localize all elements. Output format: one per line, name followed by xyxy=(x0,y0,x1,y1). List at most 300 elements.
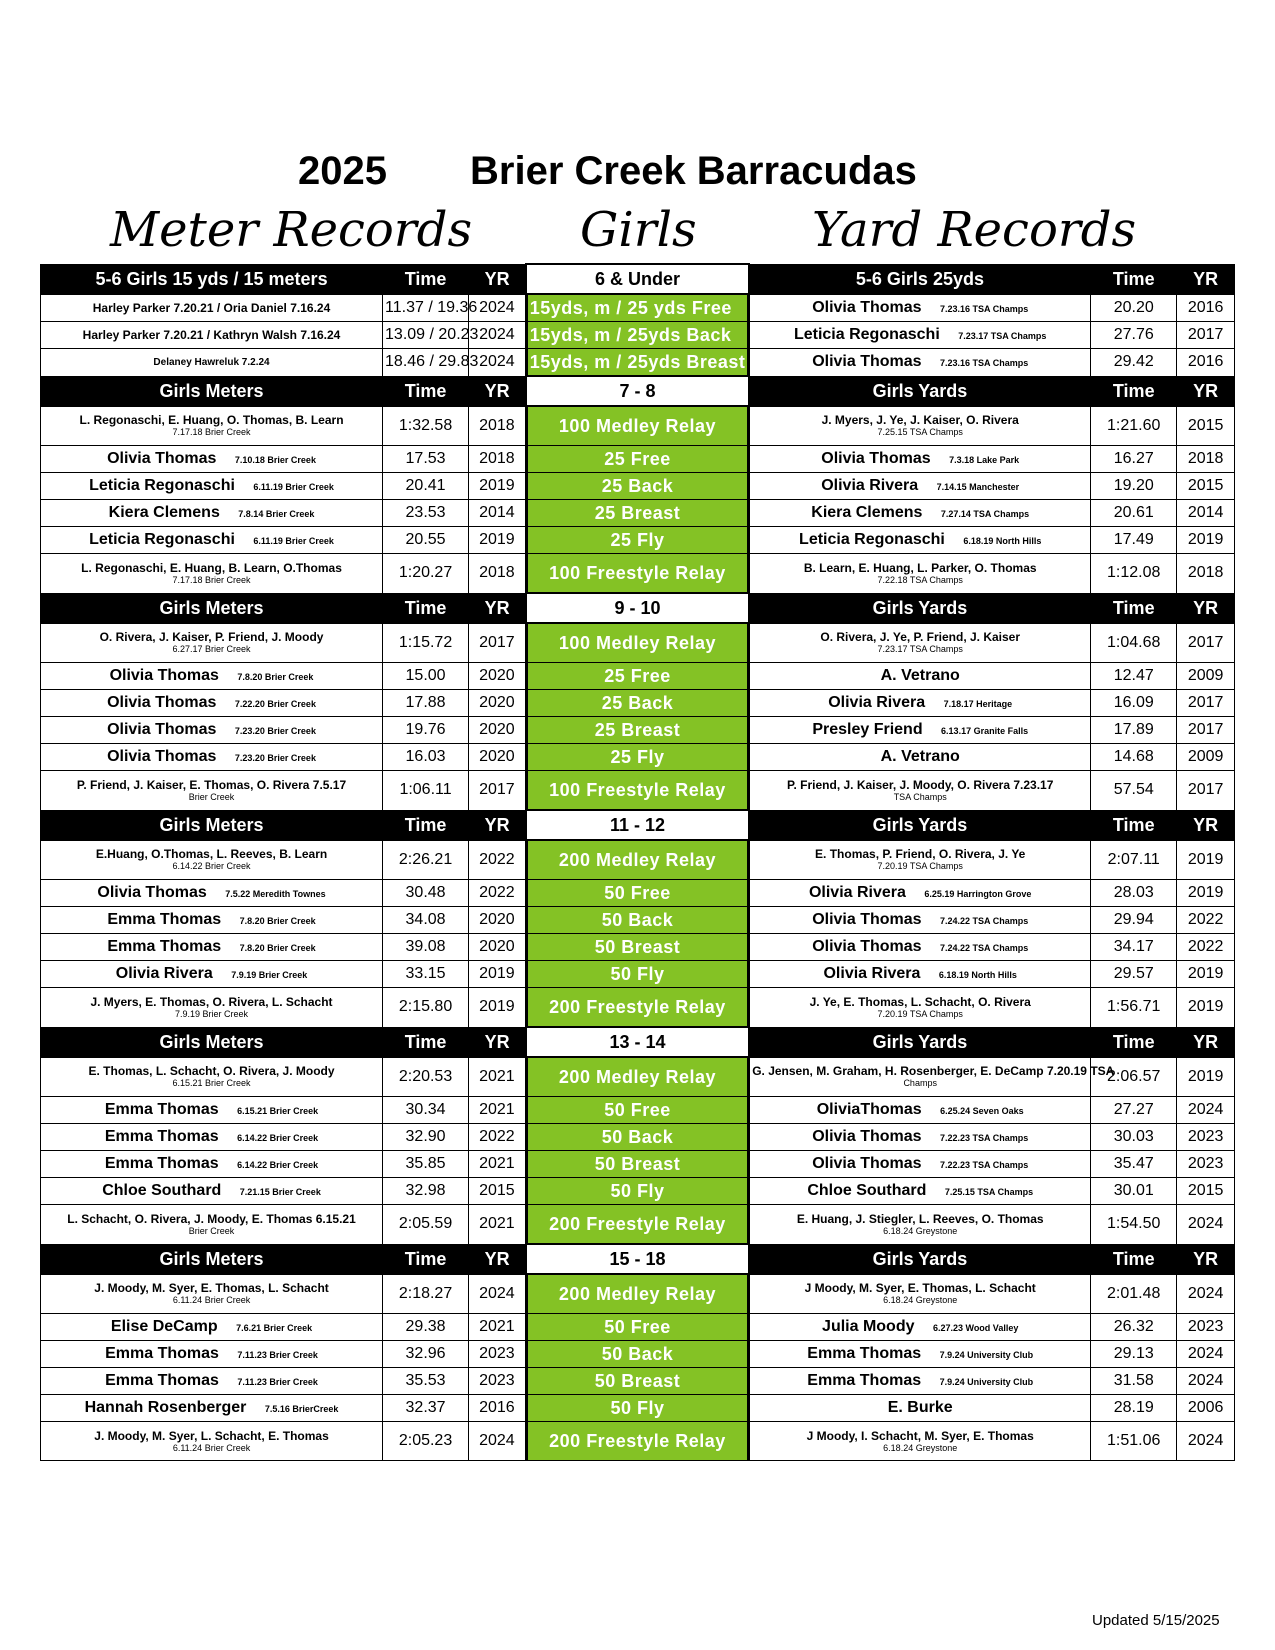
yard-swimmer-name: Olivia Thomas xyxy=(812,938,922,955)
meter-year: 2020 xyxy=(469,663,527,690)
meter-time: 1:06.11 xyxy=(383,771,469,811)
meter-time: 1:32.58 xyxy=(383,406,469,446)
meter-header-label: Girls Meters xyxy=(41,593,383,623)
event-name: 50 Fly xyxy=(526,1395,748,1422)
meter-year: 2021 xyxy=(469,1151,527,1178)
yard-yr-header: YR xyxy=(1177,264,1235,294)
meter-meet-info: 7.23.20 Brier Creek xyxy=(234,726,316,736)
event-name: 50 Free xyxy=(526,880,748,907)
yard-meet-info: 6.25.24 Seven Oaks xyxy=(940,1106,1024,1116)
yard-time: 20.20 xyxy=(1091,294,1177,322)
yard-swimmer-cell xyxy=(749,744,1091,771)
record-row xyxy=(41,1368,1235,1395)
yard-swimmer-name: Olivia Thomas xyxy=(812,1155,922,1172)
meter-swimmer-cell xyxy=(41,1097,383,1124)
record-row xyxy=(41,1151,1235,1178)
event-name: 50 Breast xyxy=(526,1151,748,1178)
meter-yr-header: YR xyxy=(469,593,527,623)
meter-meet-info: 7.8.20 Brier Creek xyxy=(237,672,314,682)
yard-swimmer-name: E. Thomas, P. Friend, O. Rivera, J. Ye xyxy=(815,847,1026,862)
meter-time-header: Time xyxy=(383,810,469,840)
yard-swimmer-cell xyxy=(749,322,1091,349)
meter-time: 32.37 xyxy=(383,1395,469,1422)
meter-year: 2024 xyxy=(469,1274,527,1314)
meter-meet-info: 7.11.23 Brier Creek xyxy=(237,1377,318,1387)
meter-year: 2018 xyxy=(469,446,527,473)
record-row xyxy=(41,744,1235,771)
meter-header-label: Girls Meters xyxy=(41,376,383,406)
event-name: 100 Freestyle Relay xyxy=(526,554,748,594)
event-name: 50 Breast xyxy=(526,1368,748,1395)
meter-meet-info: 7.17.18 Brier Creek xyxy=(172,427,251,438)
meter-swimmer-cell xyxy=(41,934,383,961)
yard-swimmer-name: Olivia Thomas xyxy=(821,450,931,467)
meter-swimmer-name: Emma Thomas xyxy=(105,1372,219,1389)
record-row xyxy=(41,1314,1235,1341)
meter-swimmer-cell xyxy=(41,1124,383,1151)
meter-swimmer-name: Emma Thomas xyxy=(105,1345,219,1362)
meter-swimmer-name: Emma Thomas xyxy=(104,1155,219,1172)
yard-swimmer-cell xyxy=(749,1151,1091,1178)
record-row xyxy=(41,1205,1235,1245)
meter-swimmer-name: L. Regonaschi, E. Huang, B. Learn, O.Thomas xyxy=(81,560,342,575)
yard-header-label: Girls Yards xyxy=(749,1244,1091,1274)
meter-swimmer-cell xyxy=(41,840,383,880)
yard-swimmer-name: J. Ye, E. Thomas, L. Schacht, O. Rivera xyxy=(809,994,1031,1009)
yard-swimmer-name: OliviaThomas xyxy=(816,1101,922,1118)
meter-swimmer-cell xyxy=(41,473,383,500)
event-name: 25 Back xyxy=(526,690,748,717)
yard-time: 2:07.11 xyxy=(1091,840,1177,880)
yard-year: 2017 xyxy=(1177,322,1235,349)
yard-swimmer-cell xyxy=(749,1314,1091,1341)
yard-time: 27.76 xyxy=(1091,322,1177,349)
yard-swimmer-cell xyxy=(749,554,1091,594)
meter-swimmer-name: Olivia Thomas xyxy=(107,450,217,467)
event-name: 50 Fly xyxy=(526,1178,748,1205)
meter-yr-header: YR xyxy=(469,376,527,406)
yard-swimmer-name: Olivia Rivera xyxy=(828,694,926,711)
yard-meet-info: 7.22.18 TSA Champs xyxy=(877,574,963,585)
yard-year: 2023 xyxy=(1177,1151,1235,1178)
event-name: 15yds, m / 25 yds Free xyxy=(526,294,748,322)
age-group-header xyxy=(41,376,1235,406)
yard-meet-info: 6.13.17 Granite Falls xyxy=(941,726,1029,736)
event-name: 200 Medley Relay xyxy=(526,840,748,880)
yard-swimmer-cell xyxy=(749,349,1091,377)
yard-meet-info: 6.18.24 Greystone xyxy=(883,1225,958,1236)
meter-swimmer-cell xyxy=(41,446,383,473)
yard-swimmer-name: Leticia Regonaschi xyxy=(799,531,945,548)
meter-swimmer-name: Olivia Thomas xyxy=(107,694,217,711)
yard-swimmer-cell xyxy=(749,406,1091,446)
yard-swimmer-name: A. Vetrano xyxy=(880,667,960,684)
meter-records-heading: Meter Records xyxy=(110,202,473,258)
meter-swimmer-cell xyxy=(41,1422,383,1461)
yard-time-header: Time xyxy=(1091,810,1177,840)
yard-time: 17.89 xyxy=(1091,717,1177,744)
meter-swimmer-cell xyxy=(41,1395,383,1422)
yard-meet-info: 7.27.14 TSA Champs xyxy=(940,509,1030,519)
meter-swimmer-cell xyxy=(41,1341,383,1368)
yard-time-header: Time xyxy=(1091,1244,1177,1274)
yard-meet-info: 7.22.23 TSA Champs xyxy=(940,1160,1029,1170)
meter-meet-info: 6.15.21 Brier Creek xyxy=(237,1106,319,1116)
yard-meet-info: 6.25.19 Harrington Grove xyxy=(924,889,1032,899)
meter-swimmer-name: Olivia Thomas xyxy=(97,884,207,901)
yard-records-heading: Yard Records xyxy=(812,202,1137,258)
yard-year: 2015 xyxy=(1177,1178,1235,1205)
meter-time-header: Time xyxy=(383,1027,469,1057)
meter-swimmer-name: Hannah Rosenberger xyxy=(84,1399,247,1416)
yard-year: 2019 xyxy=(1177,840,1235,880)
record-row xyxy=(41,663,1235,690)
meter-swimmer-cell xyxy=(41,1057,383,1097)
meter-meet-info: 7.9.19 Brier Creek xyxy=(174,1008,249,1019)
meter-swimmer-cell xyxy=(41,1178,383,1205)
meter-year: 2024 xyxy=(469,322,527,349)
meter-time-header: Time xyxy=(383,593,469,623)
meter-time: 2:26.21 xyxy=(383,840,469,880)
yard-meet-info: 6.18.19 North Hills xyxy=(938,970,1017,980)
yard-time: 14.68 xyxy=(1091,744,1177,771)
meter-year: 2016 xyxy=(469,1395,527,1422)
meter-year: 2023 xyxy=(469,1341,527,1368)
meter-time: 32.98 xyxy=(383,1178,469,1205)
meter-meet-info: Brier Creek xyxy=(188,791,235,802)
yard-swimmer-cell xyxy=(749,717,1091,744)
yard-swimmer-name: J. Myers, J. Ye, J. Kaiser, O. Rivera xyxy=(821,413,1019,428)
meter-time: 13.09 / 20.23 xyxy=(383,322,469,349)
meter-meet-info: 7.17.18 Brier Creek xyxy=(172,574,251,585)
yard-meet-info: 7.22.23 TSA Champs xyxy=(940,1133,1029,1143)
meter-swimmer-name: Leticia Regonaschi xyxy=(89,531,235,548)
yard-swimmer-name: G. Jensen, M. Graham, H. Rosenberger, E. DeCamp 7.20.19 TSA xyxy=(752,1064,1115,1079)
meter-swimmer-name: Olivia Thomas xyxy=(107,748,217,765)
event-name: 25 Breast xyxy=(526,500,748,527)
age-group-label: 13 - 14 xyxy=(526,1027,748,1057)
meter-time: 2:05.23 xyxy=(383,1422,469,1461)
meter-year: 2019 xyxy=(469,527,527,554)
record-row xyxy=(41,1422,1235,1461)
yard-year: 2015 xyxy=(1177,406,1235,446)
record-row xyxy=(41,1395,1235,1422)
meter-swimmer-cell xyxy=(41,663,383,690)
meter-swimmer-name: Leticia Regonaschi xyxy=(89,477,235,494)
yard-year: 2016 xyxy=(1177,349,1235,377)
event-name: 200 Freestyle Relay xyxy=(526,1205,748,1245)
meter-year: 2024 xyxy=(469,349,527,377)
meter-year: 2019 xyxy=(469,961,527,988)
yard-swimmer-name: Olivia Thomas xyxy=(812,353,922,371)
yard-meet-info: 7.20.19 TSA Champs xyxy=(877,1008,963,1019)
meter-swimmer-cell xyxy=(41,988,383,1028)
meter-swimmer-cell xyxy=(41,1314,383,1341)
event-name: 50 Breast xyxy=(526,934,748,961)
yard-year: 2017 xyxy=(1177,623,1235,663)
event-name: 50 Back xyxy=(526,1124,748,1151)
event-name: 15yds, m / 25yds Back xyxy=(526,322,748,349)
event-name: 50 Free xyxy=(526,1314,748,1341)
meter-time: 39.08 xyxy=(383,934,469,961)
meter-year: 2023 xyxy=(469,1368,527,1395)
meter-swimmer-name: P. Friend, J. Kaiser, E. Thomas, O. Rivera 7.5.17 xyxy=(76,777,347,792)
yard-swimmer-cell xyxy=(749,473,1091,500)
record-row xyxy=(41,840,1235,880)
age-group-label: 11 - 12 xyxy=(526,810,748,840)
meter-meet-info: 7.21.15 Brier Creek xyxy=(239,1187,321,1197)
yard-year: 2017 xyxy=(1177,717,1235,744)
meter-swimmer-name: E. Thomas, L. Schacht, O. Rivera, J. Moody xyxy=(88,1064,335,1079)
yard-swimmer-name: Julia Moody xyxy=(822,1318,915,1335)
meter-swimmer-name: Emma Thomas xyxy=(104,1128,219,1145)
yard-swimmer-cell xyxy=(749,1341,1091,1368)
meter-time: 17.53 xyxy=(383,446,469,473)
yard-year: 2024 xyxy=(1177,1097,1235,1124)
yard-swimmer-cell xyxy=(749,663,1091,690)
meter-swimmer-name: O. Rivera, J. Kaiser, P. Friend, J. Moody xyxy=(99,630,324,645)
meter-swimmer-cell xyxy=(41,1151,383,1178)
yard-meet-info: 7.25.15 TSA Champs xyxy=(944,1187,1034,1197)
meter-swimmer-name: J. Myers, E. Thomas, O. Rivera, L. Schacht xyxy=(90,994,333,1009)
meter-time: 32.90 xyxy=(383,1124,469,1151)
meter-swimmer-cell xyxy=(41,554,383,594)
meter-swimmer-name: Harley Parker 7.20.21 / Kathryn Walsh 7.16.24 xyxy=(82,328,341,342)
yard-time: 1:21.60 xyxy=(1091,406,1177,446)
meter-time: 30.34 xyxy=(383,1097,469,1124)
yard-meet-info: 6.18.19 North Hills xyxy=(963,536,1042,546)
event-name: 25 Breast xyxy=(526,717,748,744)
meter-time: 32.96 xyxy=(383,1341,469,1368)
meter-year: 2022 xyxy=(469,880,527,907)
meter-swimmer-cell xyxy=(41,690,383,717)
yard-meet-info: 7.23.17 TSA Champs xyxy=(958,331,1047,341)
meter-time: 20.55 xyxy=(383,527,469,554)
meter-year: 2014 xyxy=(469,500,527,527)
yard-year: 2022 xyxy=(1177,907,1235,934)
yard-meet-info: 7.3.18 Lake Park xyxy=(949,455,1020,465)
meter-meet-info: 7.23.20 Brier Creek xyxy=(234,753,316,763)
meter-meet-info: 6.27.17 Brier Creek xyxy=(172,644,251,655)
meter-time: 1:15.72 xyxy=(383,623,469,663)
yard-time: 27.27 xyxy=(1091,1097,1177,1124)
record-row xyxy=(41,1057,1235,1097)
meter-year: 2021 xyxy=(469,1314,527,1341)
yard-swimmer-name: Emma Thomas xyxy=(807,1372,922,1389)
event-name: 200 Medley Relay xyxy=(526,1057,748,1097)
meter-time: 2:15.80 xyxy=(383,988,469,1028)
yard-swimmer-cell xyxy=(749,988,1091,1028)
meter-time: 2:05.59 xyxy=(383,1205,469,1245)
yard-time: 29.57 xyxy=(1091,961,1177,988)
yard-meet-info: 7.18.17 Heritage xyxy=(943,699,1013,709)
yard-year: 2024 xyxy=(1177,1368,1235,1395)
meter-year: 2015 xyxy=(469,1178,527,1205)
yard-swimmer-name: Olivia Thomas xyxy=(812,1128,922,1145)
meter-meet-info: 7.5.22 Meredith Townes xyxy=(225,889,326,899)
record-row xyxy=(41,322,1235,349)
yard-meet-info: TSA Champs xyxy=(893,791,947,802)
age-group-header xyxy=(41,1244,1235,1274)
meter-meet-info: 7.8.20 Brier Creek xyxy=(239,943,316,953)
yard-year: 2016 xyxy=(1177,294,1235,322)
yard-time: 35.47 xyxy=(1091,1151,1177,1178)
yard-time: 28.19 xyxy=(1091,1395,1177,1422)
meter-swimmer-name: Chloe Southard xyxy=(102,1182,222,1199)
meter-year: 2017 xyxy=(469,771,527,811)
meter-year: 2024 xyxy=(469,294,527,322)
record-row xyxy=(41,1178,1235,1205)
yard-year: 2024 xyxy=(1177,1274,1235,1314)
record-row xyxy=(41,1097,1235,1124)
yard-year: 2014 xyxy=(1177,500,1235,527)
yard-year: 2018 xyxy=(1177,554,1235,594)
record-row xyxy=(41,907,1235,934)
yard-swimmer-name: Olivia Rivera xyxy=(808,884,906,901)
yard-year: 2024 xyxy=(1177,1341,1235,1368)
event-name: 15yds, m / 25yds Breast xyxy=(526,349,748,377)
meter-time: 17.88 xyxy=(383,690,469,717)
yard-time: 1:56.71 xyxy=(1091,988,1177,1028)
meter-year: 2020 xyxy=(469,907,527,934)
yard-swimmer-name: Emma Thomas xyxy=(807,1345,922,1362)
meter-meet-info: 7.6.21 Brier Creek xyxy=(236,1323,313,1333)
meter-swimmer-cell xyxy=(41,1274,383,1314)
yard-header-label: Girls Yards xyxy=(749,810,1091,840)
yard-yr-header: YR xyxy=(1177,593,1235,623)
meter-yr-header: YR xyxy=(469,810,527,840)
yard-meet-info: 6.18.24 Greystone xyxy=(883,1442,958,1453)
yard-header-label: Girls Yards xyxy=(749,1027,1091,1057)
event-name: 25 Free xyxy=(526,663,748,690)
yard-swimmer-name: A. Vetrano xyxy=(880,748,960,765)
yard-time: 1:51.06 xyxy=(1091,1422,1177,1461)
meter-time: 11.37 / 19.36 xyxy=(383,294,469,322)
meter-meet-info: 7.9.19 Brier Creek xyxy=(231,970,308,980)
yard-swimmer-name: P. Friend, J. Kaiser, J. Moody, O. Rivera 7.23.17 xyxy=(787,777,1054,792)
yard-time: 29.13 xyxy=(1091,1341,1177,1368)
meter-time-header: Time xyxy=(383,376,469,406)
meter-swimmer-name: Kiera Clemens xyxy=(108,504,220,521)
yard-swimmer-name: Olivia Thomas xyxy=(812,911,922,928)
yard-time: 1:12.08 xyxy=(1091,554,1177,594)
yard-swimmer-name: Chloe Southard xyxy=(807,1182,927,1199)
meter-meet-info: 6.11.19 Brier Creek xyxy=(253,536,334,546)
yard-meet-info: 6.18.24 Greystone xyxy=(883,1295,958,1306)
record-row xyxy=(41,1124,1235,1151)
event-name: 100 Medley Relay xyxy=(526,406,748,446)
meter-header-label: Girls Meters xyxy=(41,1244,383,1274)
meter-year: 2021 xyxy=(469,1097,527,1124)
meter-swimmer-cell xyxy=(41,1205,383,1245)
meter-yr-header: YR xyxy=(469,264,527,294)
yard-time: 1:54.50 xyxy=(1091,1205,1177,1245)
event-name: 50 Back xyxy=(526,1341,748,1368)
yard-time: 19.20 xyxy=(1091,473,1177,500)
meter-swimmer-cell xyxy=(41,349,383,377)
yard-time: 57.54 xyxy=(1091,771,1177,811)
yard-meet-info: 6.27.23 Wood Valley xyxy=(932,1323,1019,1333)
yard-swimmer-name: O. Rivera, J. Ye, P. Friend, J. Kaiser xyxy=(820,630,1021,645)
record-row xyxy=(41,934,1235,961)
meter-header-label: 5-6 Girls 15 yds / 15 meters xyxy=(41,264,383,294)
meter-swimmer-cell xyxy=(41,527,383,554)
records-body xyxy=(41,264,1235,1461)
record-row xyxy=(41,294,1235,322)
yard-swimmer-name: E. Huang, J. Stiegler, L. Reeves, O. Thomas xyxy=(796,1211,1044,1226)
yard-year: 2023 xyxy=(1177,1124,1235,1151)
meter-swimmer-cell xyxy=(41,907,383,934)
event-name: 50 Free xyxy=(526,1097,748,1124)
meter-time: 33.15 xyxy=(383,961,469,988)
yard-swimmer-cell xyxy=(749,1395,1091,1422)
meter-meet-info: 6.11.24 Brier Creek xyxy=(172,1295,251,1306)
meter-swimmer-cell xyxy=(41,322,383,349)
yard-swimmer-cell xyxy=(749,961,1091,988)
yard-time: 20.61 xyxy=(1091,500,1177,527)
page-title xyxy=(0,146,1275,196)
meter-swimmer-cell xyxy=(41,1368,383,1395)
records-table xyxy=(40,263,1235,1461)
meter-swimmer-name: Olivia Rivera xyxy=(115,965,213,982)
yard-time: 28.03 xyxy=(1091,880,1177,907)
record-row xyxy=(41,961,1235,988)
yard-year: 2018 xyxy=(1177,446,1235,473)
meter-meet-info: 6.11.24 Brier Creek xyxy=(172,1442,251,1453)
meter-time: 30.48 xyxy=(383,880,469,907)
meter-year: 2021 xyxy=(469,1205,527,1245)
yard-swimmer-name: Olivia Rivera xyxy=(821,477,919,494)
yard-time: 16.27 xyxy=(1091,446,1177,473)
meter-swimmer-cell xyxy=(41,717,383,744)
yard-time: 29.94 xyxy=(1091,907,1177,934)
meter-meet-info: 6.14.22 Brier Creek xyxy=(172,861,251,872)
yard-meet-info: 7.23.16 TSA Champs xyxy=(940,303,1029,314)
yard-time: 31.58 xyxy=(1091,1368,1177,1395)
yard-meet-info: 7.23.16 TSA Champs xyxy=(940,358,1029,369)
yard-swimmer-cell xyxy=(749,840,1091,880)
meter-time: 1:20.27 xyxy=(383,554,469,594)
record-row xyxy=(41,406,1235,446)
yard-year: 2009 xyxy=(1177,663,1235,690)
meter-year: 2022 xyxy=(469,840,527,880)
updated-date: Updated 5/15/2025 xyxy=(1092,1612,1220,1629)
meter-swimmer-cell xyxy=(41,500,383,527)
meter-time: 2:20.53 xyxy=(383,1057,469,1097)
meter-swimmer-cell xyxy=(41,294,383,322)
meter-time: 19.76 xyxy=(383,717,469,744)
yard-swimmer-cell xyxy=(749,294,1091,322)
yard-swimmer-name: Leticia Regonaschi xyxy=(793,326,940,343)
event-name: 50 Fly xyxy=(526,961,748,988)
yard-year: 2024 xyxy=(1177,1205,1235,1245)
yard-swimmer-name: Presley Friend xyxy=(812,721,923,738)
girls-heading: Girls xyxy=(580,202,697,258)
yard-meet-info: 7.9.24 University Club xyxy=(939,1350,1034,1360)
age-group-label: 9 - 10 xyxy=(526,593,748,623)
meter-swimmer-name: L. Regonaschi, E. Huang, O. Thomas, B. Learn xyxy=(79,413,344,428)
meter-meet-info: 7.5.16 BrierCreek xyxy=(264,1404,339,1414)
meter-swimmer-cell xyxy=(41,406,383,446)
meter-year: 2019 xyxy=(469,988,527,1028)
record-row xyxy=(41,473,1235,500)
meter-swimmer-name: Delaney Hawreluk xyxy=(153,356,240,368)
meter-time: 18.46 / 29.83 xyxy=(383,349,469,377)
title-year: 2025 xyxy=(298,149,387,193)
event-name: 200 Freestyle Relay xyxy=(526,1422,748,1461)
meter-time: 2:18.27 xyxy=(383,1274,469,1314)
yard-time-header: Time xyxy=(1091,376,1177,406)
